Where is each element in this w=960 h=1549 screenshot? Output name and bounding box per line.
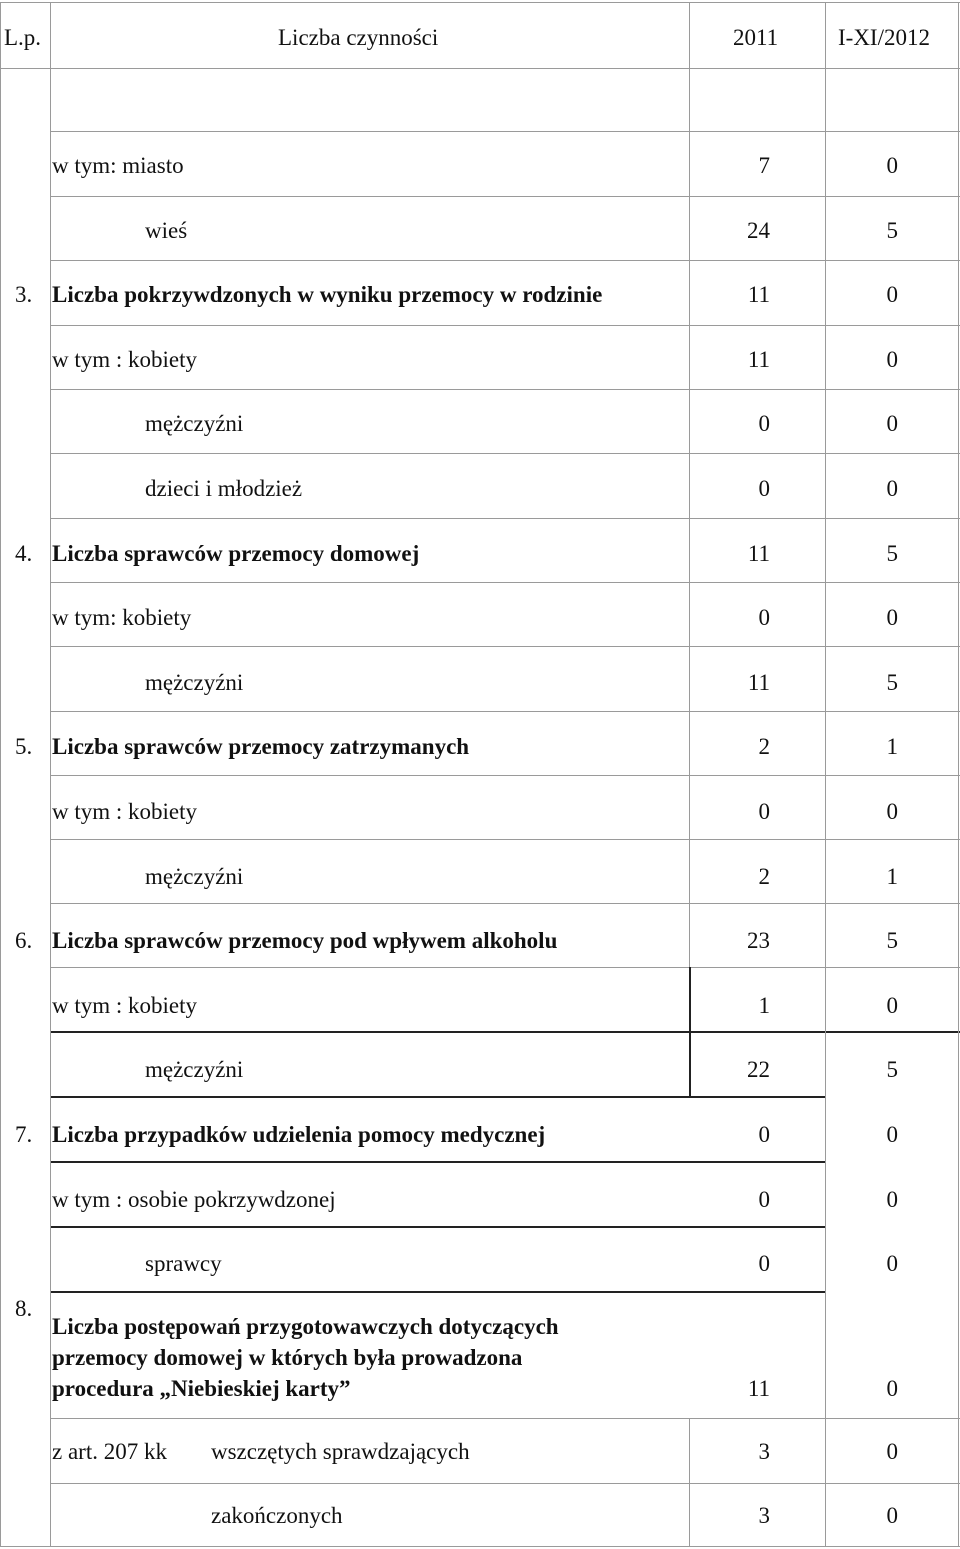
value-2011: 0 bbox=[758, 1251, 770, 1276]
grid-line bbox=[50, 646, 960, 647]
grid-line bbox=[689, 2, 690, 1032]
row-label-sub: w tym : kobiety bbox=[52, 347, 198, 372]
grid-line bbox=[0, 2, 960, 3]
row-number: 5. bbox=[15, 734, 33, 759]
row-label-sub: w tym: kobiety bbox=[52, 605, 192, 630]
row-label-sub: w tym : kobiety bbox=[52, 993, 198, 1018]
grid-line bbox=[958, 2, 959, 1547]
value-2011: 11 bbox=[747, 541, 770, 566]
row-number: 6. bbox=[15, 928, 33, 953]
value-2012: 5 bbox=[886, 1057, 898, 1082]
value-2012: 5 bbox=[886, 218, 898, 243]
grid-line bbox=[50, 711, 960, 712]
row-label-line: procedura „Niebieskiej karty” bbox=[52, 1376, 351, 1401]
grid-line bbox=[50, 389, 960, 390]
grid-line bbox=[689, 1418, 690, 1547]
value-2011: 11 bbox=[747, 347, 770, 372]
value-2011: 7 bbox=[758, 153, 770, 178]
header-year-2011: 2011 bbox=[733, 25, 779, 50]
row-label: Liczba sprawców przemocy domowej bbox=[52, 541, 420, 566]
value-2012: 1 bbox=[886, 734, 898, 759]
row-label-sub: w tym : osobie pokrzywdzonej bbox=[52, 1187, 336, 1212]
grid-line bbox=[50, 2, 51, 1547]
value-2012: 0 bbox=[886, 1122, 898, 1147]
value-2011: 11 bbox=[747, 282, 770, 307]
value-2011: 3 bbox=[758, 1503, 770, 1528]
value-2012: 0 bbox=[886, 476, 898, 501]
row-label-sub: mężczyźni bbox=[145, 411, 244, 436]
value-2012: 0 bbox=[886, 1376, 898, 1401]
row-label: Liczba przypadków udzielenia pomocy medycznej bbox=[52, 1122, 546, 1147]
value-2011: 2 bbox=[758, 734, 770, 759]
row-label-finished: zakończonych bbox=[211, 1503, 343, 1528]
row-label-sub: w tym : kobiety bbox=[52, 799, 198, 824]
row-label-sub: w tym: miasto bbox=[52, 153, 184, 178]
value-2011: 0 bbox=[758, 799, 770, 824]
grid-line bbox=[50, 518, 960, 519]
grid-line bbox=[50, 1031, 960, 1033]
value-2012: 0 bbox=[886, 799, 898, 824]
value-2012: 5 bbox=[886, 928, 898, 953]
grid-line bbox=[50, 582, 960, 583]
grid-line bbox=[50, 839, 960, 840]
row-label-sub: wieś bbox=[145, 218, 188, 243]
grid-line bbox=[50, 196, 960, 197]
value-2012: 0 bbox=[886, 411, 898, 436]
header-lp: L.p. bbox=[4, 25, 42, 50]
value-2012: 1 bbox=[886, 864, 898, 889]
value-2012: 0 bbox=[886, 1251, 898, 1276]
row-label-sub: mężczyźni bbox=[145, 864, 244, 889]
grid-line bbox=[50, 1483, 960, 1484]
row-label-sub: sprawcy bbox=[145, 1251, 222, 1276]
row-label: Liczba sprawców przemocy pod wpływem alkoholu bbox=[52, 928, 558, 953]
grid-line bbox=[50, 1418, 960, 1419]
value-2011: 0 bbox=[758, 1122, 770, 1147]
value-2011: 0 bbox=[758, 411, 770, 436]
value-2012: 5 bbox=[886, 541, 898, 566]
value-2011: 2 bbox=[758, 864, 770, 889]
grid-line bbox=[0, 1546, 960, 1547]
row-label: Liczba pokrzywdzonych w wyniku przemocy w rodzinie bbox=[52, 282, 603, 307]
grid-line bbox=[50, 1226, 825, 1228]
article-reference: z art. 207 kk bbox=[52, 1439, 167, 1464]
value-2011: 23 bbox=[747, 928, 770, 953]
value-2011: 24 bbox=[747, 218, 770, 243]
row-number: 7. bbox=[15, 1122, 33, 1147]
grid-line bbox=[0, 68, 960, 69]
value-2012: 0 bbox=[886, 1187, 898, 1212]
grid-line bbox=[50, 903, 960, 904]
value-2011: 0 bbox=[758, 476, 770, 501]
row-number: 8. bbox=[15, 1296, 33, 1321]
grid-line bbox=[50, 453, 960, 454]
value-2011: 22 bbox=[747, 1057, 770, 1082]
value-2011: 0 bbox=[758, 605, 770, 630]
value-2012: 0 bbox=[886, 605, 898, 630]
value-2012: 0 bbox=[886, 153, 898, 178]
value-2012: 5 bbox=[886, 670, 898, 695]
value-2011: 0 bbox=[758, 1187, 770, 1212]
grid-line bbox=[50, 1291, 825, 1293]
grid-line bbox=[50, 775, 960, 776]
grid-line bbox=[0, 2, 1, 1547]
row-number: 3. bbox=[15, 282, 33, 307]
grid-line bbox=[689, 967, 691, 1097]
value-2012: 0 bbox=[886, 1439, 898, 1464]
row-label-sub: dzieci i młodzież bbox=[145, 476, 303, 501]
value-2012: 0 bbox=[886, 282, 898, 307]
grid-line bbox=[825, 2, 826, 1547]
value-2011: 3 bbox=[758, 1439, 770, 1464]
row-label-sub: mężczyźni bbox=[145, 670, 244, 695]
grid-line bbox=[50, 131, 960, 132]
row-label-started: wszczętych sprawdzających bbox=[211, 1439, 470, 1464]
value-2012: 0 bbox=[886, 993, 898, 1018]
grid-line bbox=[50, 260, 960, 261]
value-2012: 0 bbox=[886, 347, 898, 372]
value-2011: 11 bbox=[747, 1376, 770, 1401]
row-label: Liczba sprawców przemocy zatrzymanych bbox=[52, 734, 470, 759]
value-2012: 0 bbox=[886, 1503, 898, 1528]
header-activity-count: Liczba czynności bbox=[278, 25, 439, 50]
row-label-line: Liczba postępowań przygotowawczych dotyczących bbox=[52, 1314, 559, 1339]
grid-line bbox=[50, 325, 960, 326]
grid-line bbox=[50, 967, 960, 968]
row-label-line: przemocy domowej w których była prowadzona bbox=[52, 1345, 523, 1370]
header-year-2012: I-XI/2012 bbox=[838, 25, 930, 50]
row-label-sub: mężczyźni bbox=[145, 1057, 244, 1082]
grid-line bbox=[50, 1096, 825, 1098]
grid-line bbox=[50, 1161, 825, 1163]
value-2011: 11 bbox=[747, 670, 770, 695]
value-2011: 1 bbox=[758, 993, 770, 1018]
row-number: 4. bbox=[15, 541, 33, 566]
